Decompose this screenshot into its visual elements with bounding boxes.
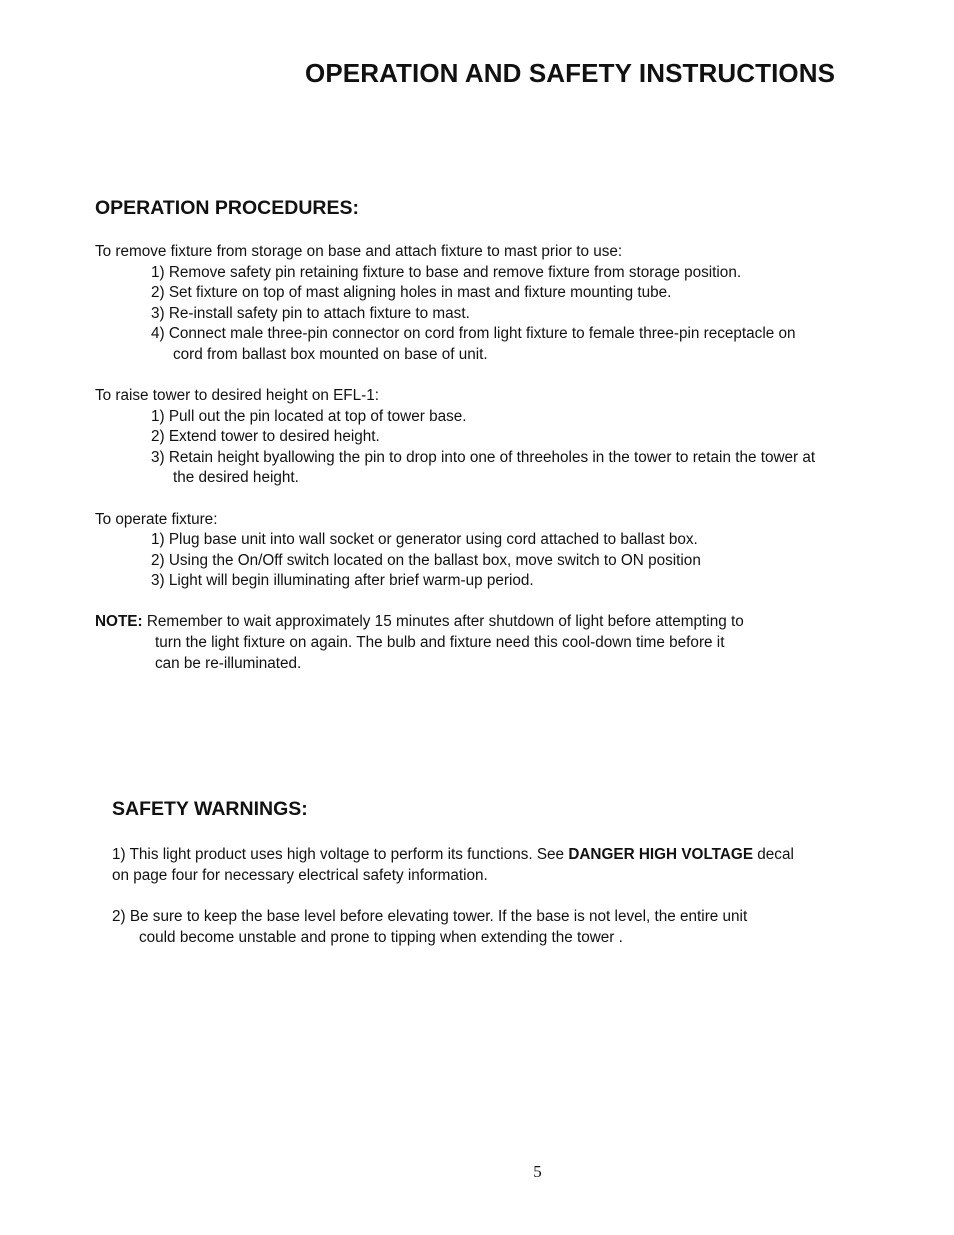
safety-warnings-heading: SAFETY WARNINGS: — [112, 798, 308, 820]
note-text: Remember to wait approximately 15 minutes after shutdown of light before attempting to — [142, 613, 744, 630]
note-line-2: turn the light fixture on again. The bulb and fixture need this cool-down time before it — [155, 634, 725, 651]
storage-step-4-continued: cord from ballast box mounted on base of unit. — [173, 346, 488, 363]
note-line-1 — [95, 612, 744, 633]
operate-step-2: 2) Using the On/Off switch located on the ballast box, move switch to ON position — [151, 552, 701, 569]
raise-step-3-continued: the desired height. — [173, 469, 299, 486]
raise-intro: To raise tower to desired height on EFL-1: — [95, 387, 379, 404]
storage-step-2: 2) Set fixture on top of mast aligning holes in mast and fixture mounting tube. — [151, 284, 672, 301]
operate-step-1: 1) Plug base unit into wall socket or generator using cord attached to ballast box. — [151, 531, 698, 548]
storage-intro: To remove fixture from storage on base and attach fixture to mast prior to use: — [95, 243, 623, 260]
operation-procedures-heading: OPERATION PROCEDURES: — [95, 197, 359, 219]
danger-high-voltage-reference: DANGER HIGH VOLTAGE — [568, 846, 754, 863]
warning-1-line-2: on page four for necessary electrical safety information. — [112, 867, 488, 884]
storage-step-1: 1) Remove safety pin retaining fixture to base and remove fixture from storage position. — [151, 264, 742, 281]
warning-1-text-end: decal — [753, 846, 794, 863]
raise-step-1: 1) Pull out the pin located at top of tower base. — [151, 408, 467, 425]
warning-1-text: 1) This light product uses high voltage to perform its functions. See — [112, 846, 569, 863]
storage-step-3: 3) Re-install safety pin to attach fixture to mast. — [151, 305, 470, 322]
page-number: 5 — [533, 1162, 542, 1181]
storage-step-4: 4) Connect male three-pin connector on cord from light fixture to female three-pin receptacle on — [151, 325, 796, 342]
note-line-3: can be re-illuminated. — [155, 655, 302, 672]
operate-step-3: 3) Light will begin illuminating after brief warm-up period. — [151, 572, 534, 589]
operate-intro: To operate fixture: — [95, 511, 218, 528]
page-title: OPERATION AND SAFETY INSTRUCTIONS — [305, 58, 836, 88]
warning-1-line-1 — [112, 845, 794, 866]
warning-2-line-1: 2) Be sure to keep the base level before elevating tower. If the base is not level, the entire unit — [112, 908, 748, 925]
note-label: NOTE: — [95, 613, 143, 630]
warning-2-line-2: could become unstable and prone to tipping when extending the tower . — [139, 929, 623, 946]
raise-step-2: 2) Extend tower to desired height. — [151, 428, 380, 445]
raise-step-3: 3) Retain height byallowing the pin to drop into one of threeholes in the tower to retain the tower at — [151, 449, 816, 466]
